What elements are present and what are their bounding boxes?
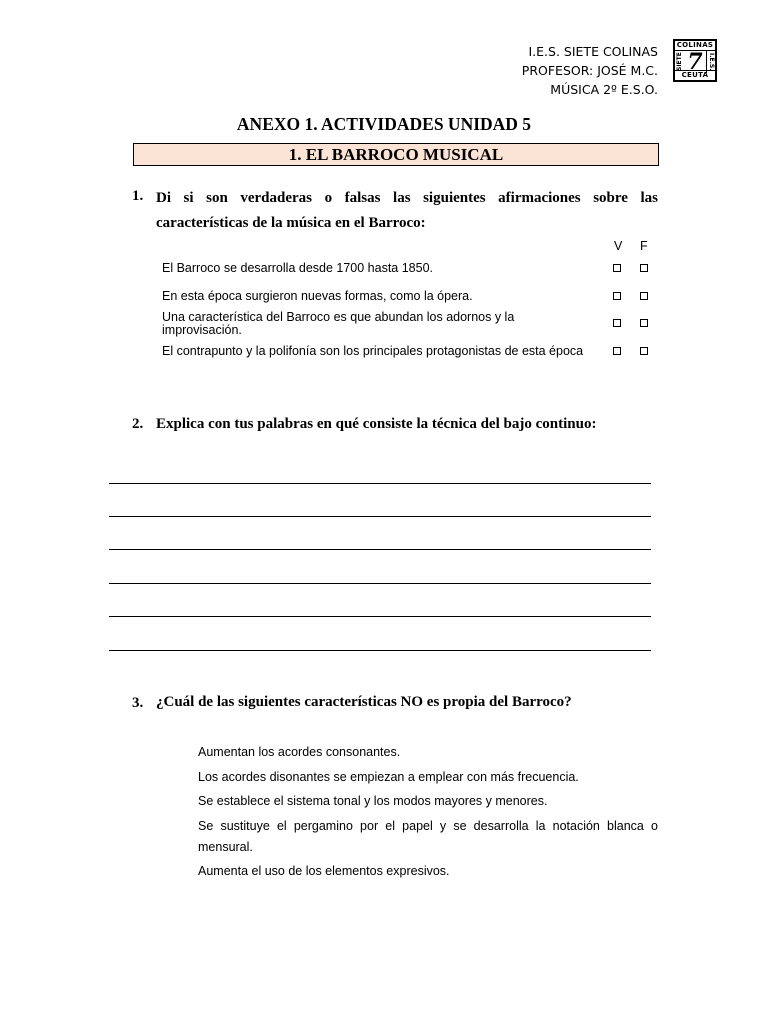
statement-2-false-checkbox[interactable] <box>640 292 648 300</box>
logo-left-text: SIETE <box>676 52 683 72</box>
statement-4-false-checkbox[interactable] <box>640 347 648 355</box>
question-1-text <box>156 186 658 236</box>
course-name: MÚSICA 2º E.S.O. <box>550 82 658 97</box>
document-title: ANEXO 1. ACTIVIDADES UNIDAD 5 <box>236 114 532 134</box>
school-header <box>358 42 658 99</box>
logo-right-text: I.E.S. <box>706 51 716 73</box>
statement-3: Una característica del Barroco es que abundan los adornos y la improvisación. <box>162 310 515 337</box>
statement-1-false-checkbox[interactable] <box>640 264 648 272</box>
answer-line-4[interactable] <box>109 583 651 584</box>
answer-line-3[interactable] <box>109 549 651 550</box>
logo-center-text: 7 <box>687 49 703 75</box>
false-column-header: F <box>640 239 648 253</box>
logo-top-text: COLINAS <box>676 41 714 49</box>
option-4: Se sustituye el pergamino por el papel y se desarrolla la notación blanca o mensural. <box>198 819 658 854</box>
answer-line-6[interactable] <box>109 650 651 651</box>
logo-bottom-text: CEUTA <box>675 70 715 80</box>
school-name: I.E.S. SIETE COLINAS <box>528 44 658 59</box>
option-1: Aumentan los acordes consonantes. <box>198 745 401 759</box>
statement-2: En esta época surgieron nuevas formas, como la ópera. <box>162 289 473 303</box>
answer-line-1[interactable] <box>109 483 651 484</box>
teacher-name: PROFESOR: JOSÉ M.C. <box>521 63 658 78</box>
section-title: 1. EL BARROCO MUSICAL <box>133 143 659 166</box>
statement-4-true-checkbox[interactable] <box>613 347 621 355</box>
statement-4: El contrapunto y la polifonía son los principales protagonistas de esta época <box>162 344 584 358</box>
statement-1-true-checkbox[interactable] <box>613 264 621 272</box>
statement-1: El Barroco se desarrolla desde 1700 hasta 1850. <box>162 261 434 275</box>
option-3: Se establece el sistema tonal y los modos mayores y menores. <box>198 794 548 808</box>
question-1-line-2: características de la música en el Barroco: <box>156 215 426 231</box>
question-1-number: 1. <box>132 188 144 204</box>
question-3-text: ¿Cuál de las siguientes características NO es propia del Barroco? <box>156 694 572 710</box>
option-5: Aumenta el uso de los elementos expresivos. <box>198 864 450 878</box>
option-2: Los acordes disonantes se empiezan a emplear con más frecuencia. <box>198 770 579 784</box>
statement-3-false-checkbox[interactable] <box>640 319 648 327</box>
true-column-header: V <box>614 239 623 253</box>
question-3-number: 3. <box>132 695 144 711</box>
statement-3-true-checkbox[interactable] <box>613 319 621 327</box>
answer-line-5[interactable] <box>109 616 651 617</box>
question-2-number: 2. <box>132 416 144 432</box>
answer-line-2[interactable] <box>109 516 651 517</box>
question-2-text: Explica con tus palabras en qué consiste la técnica del bajo continuo: <box>156 416 597 432</box>
question-1-line-1: Di si son verdaderas o falsas las siguientes afirmaciones sobre las <box>156 190 658 206</box>
school-logo <box>673 39 717 82</box>
statement-2-true-checkbox[interactable] <box>613 292 621 300</box>
